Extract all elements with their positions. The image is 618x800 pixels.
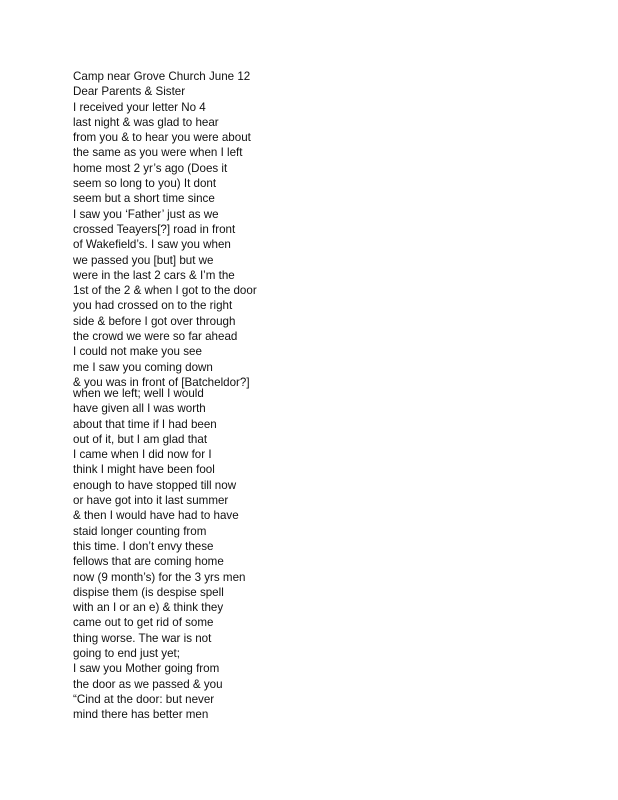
letter-line: me I saw you coming down <box>73 360 213 374</box>
letter-stanza-1 <box>73 69 257 390</box>
letter-line: were in the last 2 cars & I’m the <box>73 268 235 282</box>
letter-line: we passed you [but] but we <box>73 253 214 267</box>
letter-line: you had crossed on to the right <box>73 299 233 313</box>
letter-line: this time. I don’t envy these <box>73 539 214 553</box>
letter-line: last night & was glad to hear <box>73 115 219 129</box>
letter-line: or have got into it last summer <box>73 494 229 508</box>
letter-line: I came when I did now for I <box>73 448 212 462</box>
letter-line: out of it, but I am glad that <box>73 432 208 446</box>
letter-line: crossed Teayers[?] road in front <box>73 222 236 236</box>
letter-line: think I might have been fool <box>73 463 215 477</box>
letter-line: Dear Parents & Sister <box>73 85 186 99</box>
letter-line: the crowd we were so far ahead <box>73 330 238 344</box>
letter-line: now (9 month’s) for the 3 yrs men <box>73 570 246 584</box>
letter-stanza-2 <box>73 386 245 723</box>
letter-line: enough to have stopped till now <box>73 478 237 492</box>
letter-line: I saw you Mother going from <box>73 662 220 676</box>
letter-line: of Wakefield’s. I saw you when <box>73 238 231 252</box>
letter-line: fellows that are coming home <box>73 555 224 569</box>
letter-line: the door as we passed & you <box>73 677 223 691</box>
letter-line: came out to get rid of some <box>73 616 214 630</box>
letter-line: seem so long to you) It dont <box>73 177 217 191</box>
letter-line: about that time if I had been <box>73 417 217 431</box>
letter-line: 1st of the 2 & when I got to the door <box>73 284 257 298</box>
letter-line: thing worse. The war is not <box>73 631 212 645</box>
letter-line: & you was in front of [Batcheldor?] <box>73 375 250 389</box>
letter-line: when we left; well I would <box>73 387 204 400</box>
letter-line: & then I would have had to have <box>73 509 239 523</box>
letter-line: side & before I got over through <box>73 314 236 328</box>
letter-line: mind there has better men <box>73 708 209 722</box>
letter-line: the same as you were when I left <box>73 146 243 160</box>
letter-line: with an I or an e) & think they <box>73 601 224 615</box>
letter-line: dispise them (is despise spell <box>73 585 224 599</box>
letter-line: have given all I was worth <box>73 402 206 416</box>
letter-line: staid longer counting from <box>73 524 207 538</box>
letter-line: seem but a short time since <box>73 192 215 206</box>
letter-line: Camp near Grove Church June 12 <box>73 70 251 83</box>
letter-line: going to end just yet; <box>73 647 180 661</box>
letter-line: home most 2 yr’s ago (Does it <box>73 161 228 175</box>
letter-line: I saw you ‘Father’ just as we <box>73 207 219 221</box>
letter-line: I could not make you see <box>73 345 202 359</box>
letter-line: “Cind at the door: but never <box>73 692 215 706</box>
letter-line: I received your letter No 4 <box>73 100 206 114</box>
letter-line: from you & to hear you were about <box>73 131 251 145</box>
